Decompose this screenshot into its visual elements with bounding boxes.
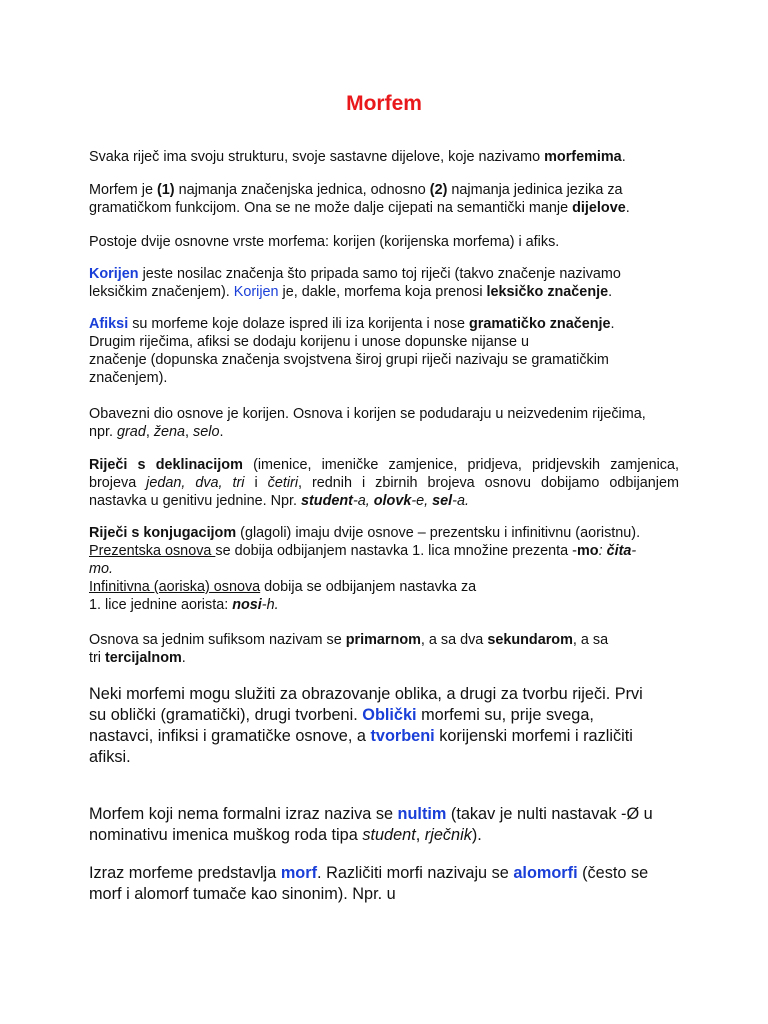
- paragraph-morf-alomorf: Izraz morfeme predstavlja morf. Različiti morfi nazivaju se alomorfi (često se morf i alomorf tumače kao sinonim). Npr. u: [89, 864, 649, 903]
- term-korijen: Korijen: [89, 266, 139, 282]
- paragraph-afiksi: Afiksi su morfeme koje dolaze ispred ili iza korijenta i nose gramatičko značenje. Drugim riječima, afiksi se dodaju korijenu i unose dopunske nijanse u značenje (dopunska značenja svojstvena široj grupi riječi nazivaju se gramatičkim značenjem).: [89, 316, 615, 386]
- term-afiksi: Afiksi: [89, 316, 129, 332]
- page-title: Morfem: [346, 92, 422, 115]
- paragraph-morfem-definition: Morfem je (1) najmanja značenjska jednica, odnosno (2) najmanja jedinica jezika za gramatičkom funkcijom. Ona se ne može dalje cijepati na semantički manje dijelove.: [89, 182, 630, 216]
- term-korijen: Korijen: [233, 284, 279, 300]
- term-alomorfi: alomorfi: [513, 864, 578, 882]
- term-morf: morf: [280, 864, 318, 882]
- paragraph-deklinacija: Riječi s deklinacijom (imenice, imeničke zamjenice, pridjeva, pridjevskih zamjenica, brojeva jedan, dva, tri i četiri, rednih i zbirnih brojeva osnovu dobijamo odbijanjem nastavka u genitivu jednine. Npr. student-a, olovk-e, sel-a.: [89, 457, 679, 509]
- term-tvorbeni: tvorbeni: [370, 727, 435, 745]
- paragraph-nulti-morfem: Morfem koji nema formalni izraz naziva se nultim (takav je nulti nastavak -Ø u nominativu imenica muškog roda tipa student, rječnik).: [89, 805, 653, 844]
- term-nultim: nultim: [397, 805, 447, 823]
- term-oblicki: Oblički: [362, 706, 417, 724]
- paragraph-osnova-korijen: Obavezni dio osnove je korijen. Osnova i korijen se podudaraju u neizvedenim riječima, npr. grad, žena, selo.: [89, 406, 646, 440]
- paragraph-intro: Svaka riječ ima svoju strukturu, svoje sastavne dijelove, koje nazivamo morfemima.: [89, 149, 626, 165]
- paragraph-osnova-sufiksi: Osnova sa jednim sufiksom nazivam se primarnom, a sa dva sekundarom, a sa tri tercijalnom.: [89, 632, 609, 666]
- paragraph-konjugacija: Riječi s konjugacijom (glagoli) imaju dvije osnove – prezentsku i infinitivnu (aoristnu). Prezentska osnova se dobija odbijanjem nastavka 1. lica množine prezenta -mo: čita- mo. Infinitivna (aoriska) osnova dobija se odbijanjem nastavka za 1. lice jednine aorista: nosi-h.: [89, 525, 641, 613]
- paragraph-korijen: Korijen jeste nosilac značenja što pripada samo toj riječi (takvo značenje nazivamo leksičkim značenjem). Korijen je, dakle, morfema koja prenosi leksičko značenje.: [89, 266, 621, 300]
- paragraph-morfem-types: Postoje dvije osnovne vrste morfema: korijen (korijenska morfema) i afiks.: [89, 234, 560, 250]
- paragraph-vrste-morfema: Neki morfemi mogu služiti za obrazovanje oblika, a drugi za tvorbu riječi. Prvi su oblički (gramatički), drugi tvorbeni. Oblički morfemi su, prije svega, nastavci, infiksi i gramatičke osnove, a tvorbeni korijenski morfemi i različiti afiksi.: [89, 685, 643, 766]
